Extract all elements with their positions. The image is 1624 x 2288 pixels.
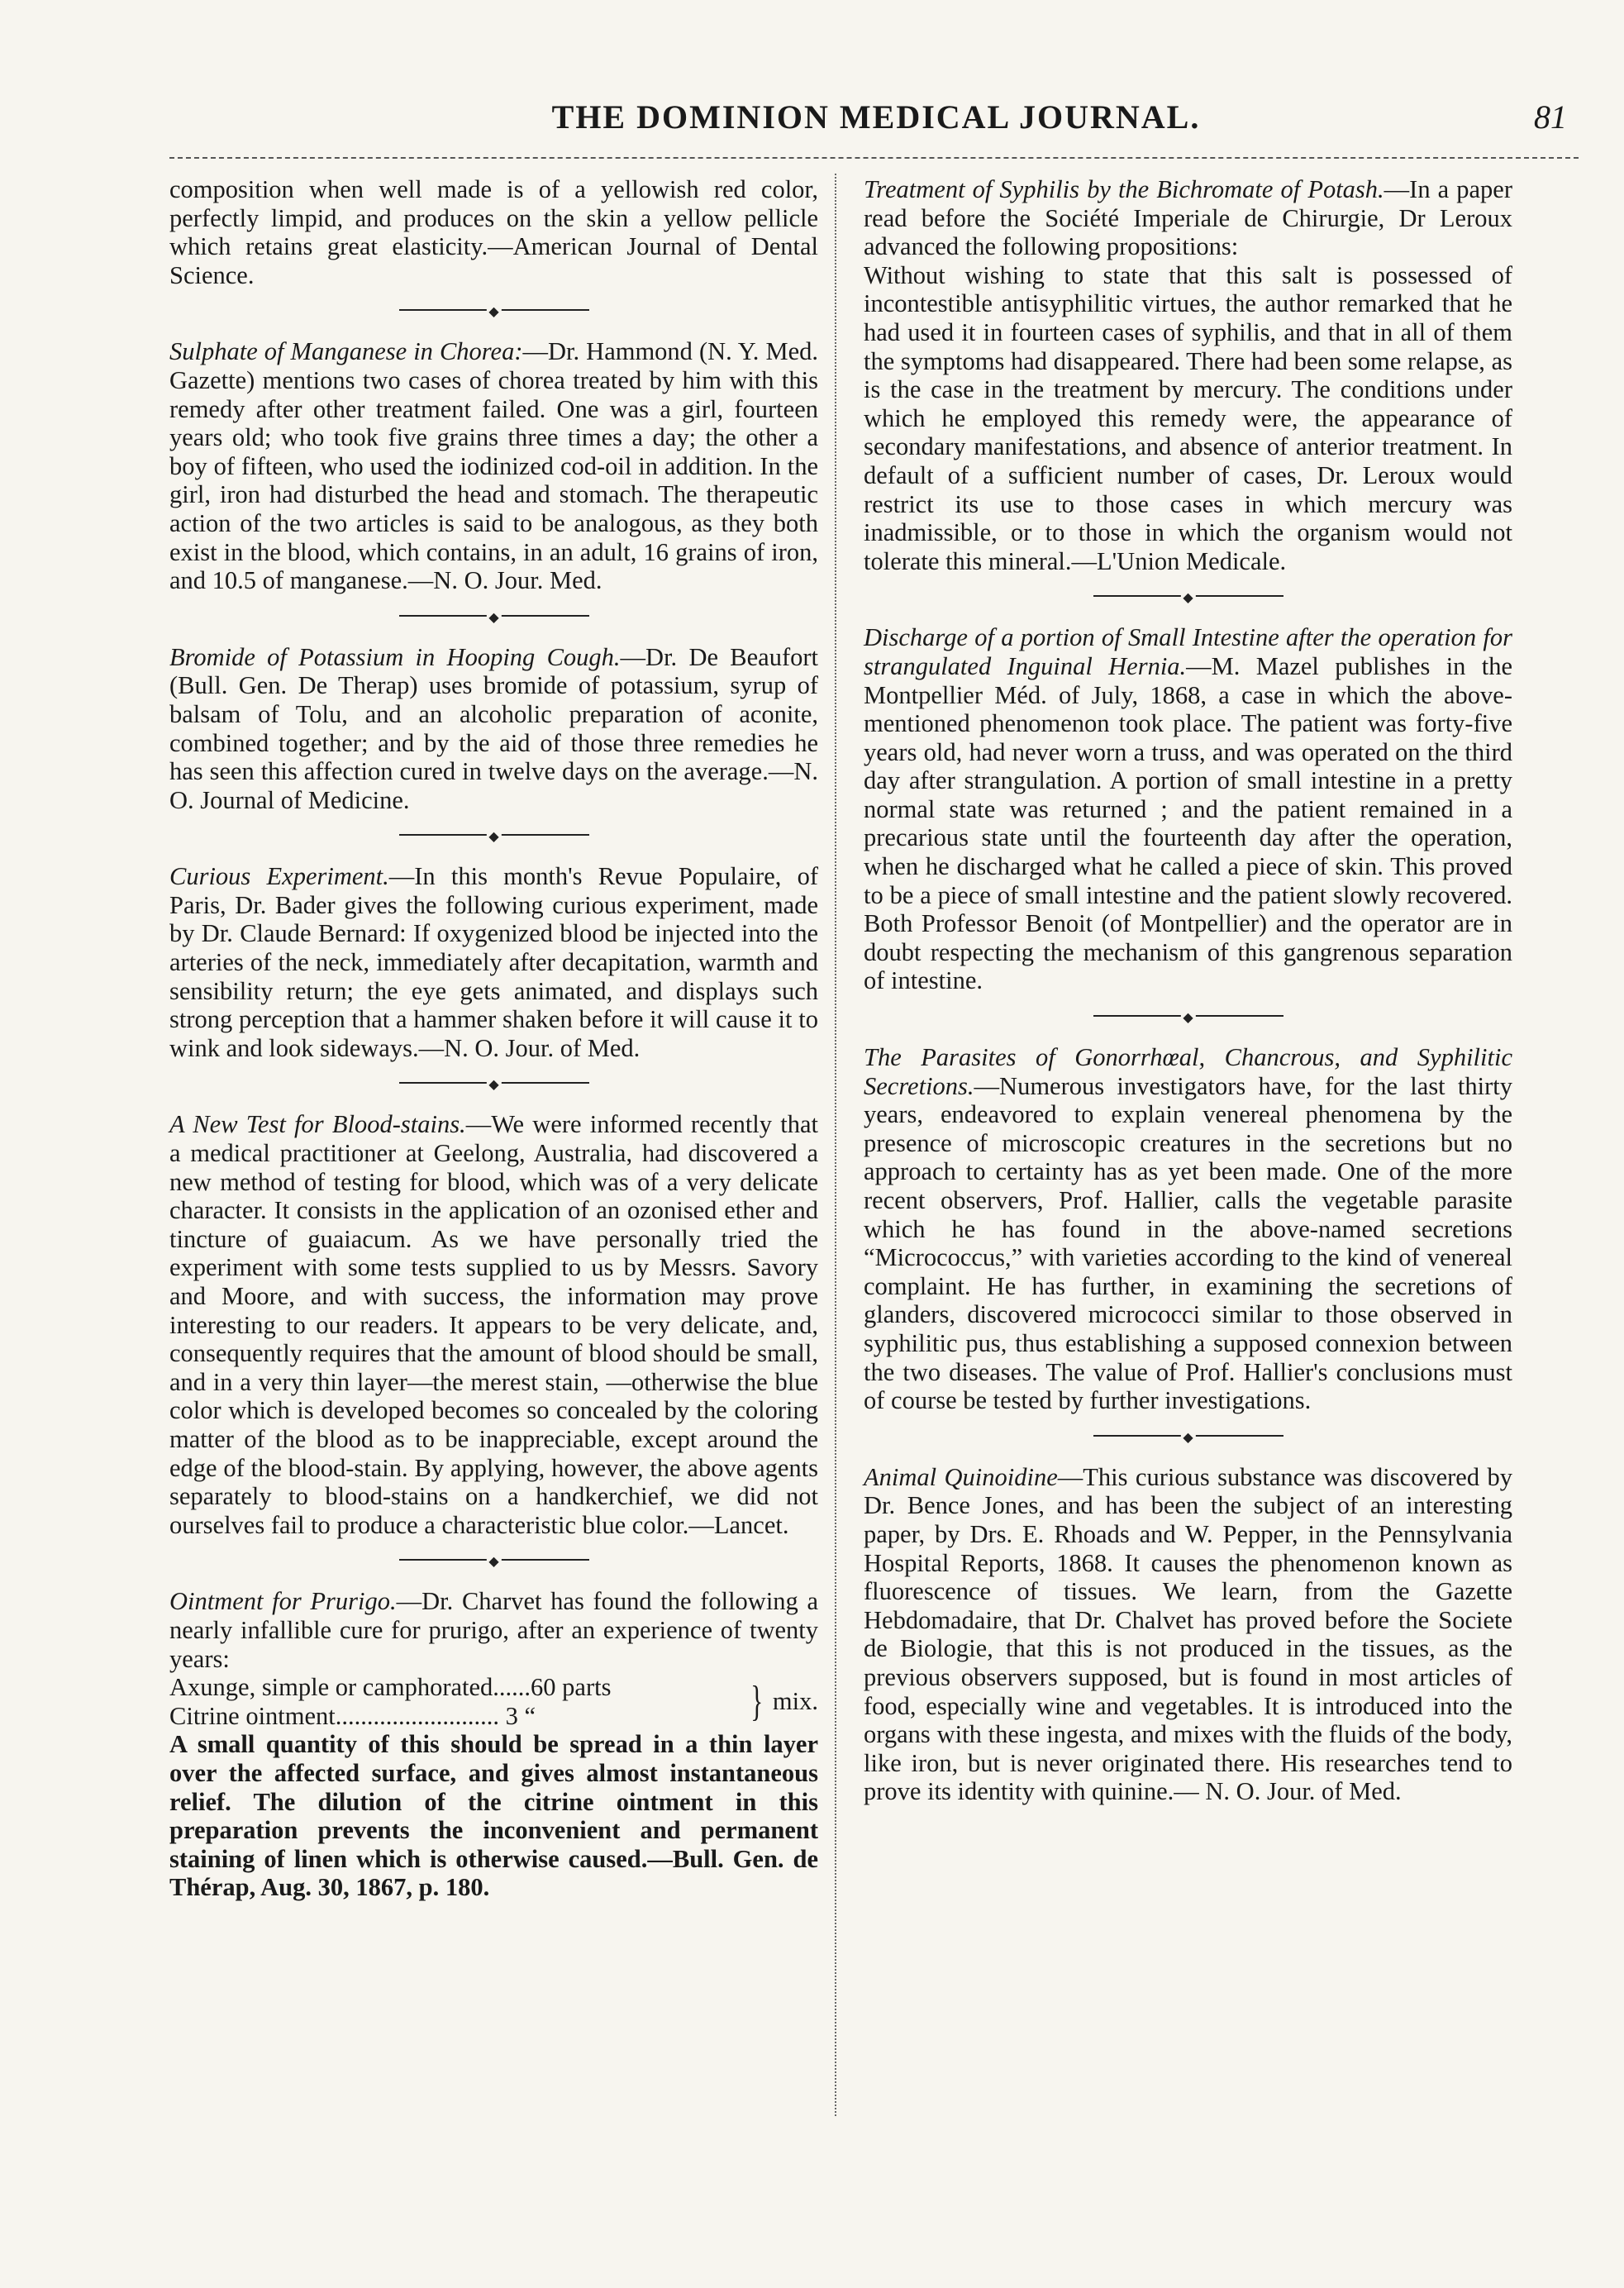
article-blood-stains xyxy=(169,1110,818,1539)
article-title: Treatment of Syphilis by the Bichromate of Potash. xyxy=(864,175,1384,203)
article-animal-quinoidine xyxy=(864,1463,1512,1806)
article-manganese-chorea xyxy=(169,337,818,594)
recipe-line: Axunge, simple or camphorated......60 parts xyxy=(169,1673,612,1702)
article-small-intestine xyxy=(864,623,1512,995)
section-separator xyxy=(1093,1430,1283,1442)
article-continuation xyxy=(169,175,818,289)
left-column xyxy=(169,175,818,1917)
running-title: THE DOMINION MEDICAL JOURNAL. xyxy=(551,98,1201,136)
article-title: Animal Quinoidine xyxy=(864,1462,1058,1491)
article-title: Curious Experiment. xyxy=(169,862,389,891)
page-number: 81 xyxy=(1534,98,1567,136)
article-syphilis-bichromate xyxy=(864,175,1512,575)
article-title: A New Test for Blood-stains. xyxy=(169,1110,466,1139)
article-curious-experiment xyxy=(169,862,818,1062)
article-body: —In a paper read before the Société Imperiale de Chirurgie, Dr Leroux advanced the following propositions: xyxy=(864,175,1512,261)
article-bromide-potassium xyxy=(169,643,818,815)
article-parasites xyxy=(864,1043,1512,1415)
article-body: A small quantity of this should be spread in a thin layer over the affected surface, and gives almost instantaneous relief. The dilution of the citrine ointment in this preparation prevents the inconvenient and permanent staining of linen which is otherwise caused.—Bull. Gen. de Thérap, Aug. 30, 1867, p. 180. xyxy=(169,1730,818,1902)
recipe-line: Citrine ointment.......................... 3 “ xyxy=(169,1701,536,1730)
section-separator xyxy=(399,829,589,841)
section-separator xyxy=(399,1077,589,1089)
article-body: —M. Mazel publishes in the Montpellier Méd. of July, 1868, a case in which the above-mentioned phenomenon took place. The patient was forty-five years old, had never worn a truss, and was operated on the third day after strangulation. A portion of small intestine in a pretty normal state was returned ; and the patient remained in a precarious state until the fourteenth day after the operation, when he discharged what he called a piece of skin. This proved to be a piece of small intestine and the patient slowly recovered. Both Professor Benoit (of Montpellier) and the operator are in doubt respecting the mechanism of this gangrenous separation of intestine. xyxy=(864,651,1512,995)
header-rule xyxy=(169,157,1579,159)
article-title: The Parasites of Gonorrhœal, Chancrous, and Syphilitic Secretions. xyxy=(864,1043,1512,1100)
article-body: Without wishing to state that this salt is possessed of incontestible antisyphilitic virtues, the author remarked that he had used it in fourteen cases of syphilis, and that in all of them the symptoms had disappeared. There had been some relapse, as is the case in the treatment by mercury. The conditions under which he employed this remedy were, the appearance of secondary manifestations, and absence of anterior treatment. In default of a sufficient number of cases, Dr. Leroux would restrict its use to those cases in which mercury was inadmissible, or to those in which the organism would not tolerate this mineral.—L'Union Medicale. xyxy=(864,260,1512,575)
article-body: —Dr. De Beaufort (Bull. Gen. De Therap) uses bromide of potassium, syrup of balsam of Tolu, and an alcoholic preparation of aconite, combined together; and by the aid of those three remedies he has seen this affection cured in twelve days on the average.—N. O. Journal of Medicine. xyxy=(169,642,818,814)
article-body: —Dr. Hammond (N. Y. Med. Gazette) mentions two cases of chorea treated by him with this remedy after other treatment failed. One was a girl, fourteen years old; who took five grains three times a day; the other a boy of fifteen, who used the iodinized cod-oil in addition. In the girl, iron had disturbed the head and stomach. The therapeutic action of the two articles is said to be analogous, as they both exist in the blood, which contains, in an adult, 16 grains of iron, and 10.5 of manganese.—N. O. Jour. Med. xyxy=(169,337,818,595)
article-body: —We were informed recently that a medical practitioner at Geelong, Australia, had discovered a new method of testing for blood, which was of a very delicate character. It consists in the application of an ozonised ether and tincture of guaiacum. As we have personally tried the experiment with some tests supplied to us by Messrs. Savory and Moore, and with success, the information may prove interesting to our readers. It appears to be very delicate, and, consequently requires that the amount of blood should be small, and in a very thin layer—the merest stain, —otherwise the blue color which is developed becomes so concealed by the coloring matter of the blood as to be inappreciable, except around the edge of the blood-stain. By applying, however, the above agents separately to blood-stains on a handkerchief, we did not ourselves fail to produce a characteristic blue color.—Lancet. xyxy=(169,1110,818,1539)
section-separator xyxy=(1093,590,1283,602)
section-separator xyxy=(399,1554,589,1566)
section-separator xyxy=(1093,1010,1283,1022)
section-separator xyxy=(399,304,589,316)
article-body: —This curious substance was discovered by Dr. Bence Jones, and has been the subject of an interesting paper, by Drs. E. Rhoads and W. Pepper, in the Pennsylvania Hospital Reports, 1868. It causes the phenomenon known as fluorescence of tissues. We learn, from the Gazette Hebdomadaire, that Dr. Chalvet has proved before the Societe de Biologie, that this is not produced in the tissues, as the previous observers supposed, but is found in most articles of food, especially wine and vegetables. It is introduced into the organs with these ingesta, and mixes with the fluids of the body, like iron, but is never originated there. His researches tend to prove its identity with quinine.— N. O. Jour. of Med. xyxy=(864,1462,1512,1806)
column-divider xyxy=(835,174,836,2116)
recipe-brace: } xyxy=(750,1677,764,1725)
right-column xyxy=(864,175,1512,1821)
section-separator xyxy=(399,610,589,622)
page-header xyxy=(174,98,1579,147)
article-title: Sulphate of Manganese in Chorea: xyxy=(169,337,523,366)
recipe xyxy=(169,1673,818,1730)
recipe-mix: mix. xyxy=(772,1687,818,1716)
article-title: Ointment for Prurigo. xyxy=(169,1587,397,1616)
article-body: composition when well made is of a yellowish red color, perfectly limpid, and produces on the skin a yellow pellicle which retains great elasticity.—American Journal of Dental Science. xyxy=(169,175,818,289)
article-body: —Dr. Charvet has found the following a nearly infallible cure for prurigo, after an experience of twenty years: xyxy=(169,1587,819,1673)
article-title: Bromide of Potassium in Hooping Cough. xyxy=(169,642,621,671)
article-title: Discharge of a portion of Small Intestine after the operation for strangulated Inguinal Hernia. xyxy=(864,623,1512,680)
article-body: —Numerous investigators have, for the last thirty years, endeavored to explain venereal phenomena by the presence of microscopic creatures in the secretions but no approach to certainty has as yet been made. One of the more recent observers, Prof. Hallier, calls the vegetable parasite which he has found in the above-named secretions “Micrococcus,” with varieties according to the kind of venereal complaint. He has further, in examining the secretions of glanders, discovered micrococci similar to those observed in syphilitic pus, thus establishing a supposed connexion between the two diseases. The value of Prof. Hallier's conclusions must of course be tested by further investigations. xyxy=(864,1071,1512,1415)
article-ointment-prurigo xyxy=(169,1587,818,1902)
article-body: —In this month's Revue Populaire, of Paris, Dr. Bader gives the following curious experiment, made by Dr. Claude Bernard: If oxygenized blood be injected into the arteries of the neck, immediately after decapitation, warmth and sensibility return; the eye gets animated, and displays such strong perception that a hammer shaken before it will cause it to wink and look sideways.—N. O. Jour. of Med. xyxy=(169,862,818,1062)
